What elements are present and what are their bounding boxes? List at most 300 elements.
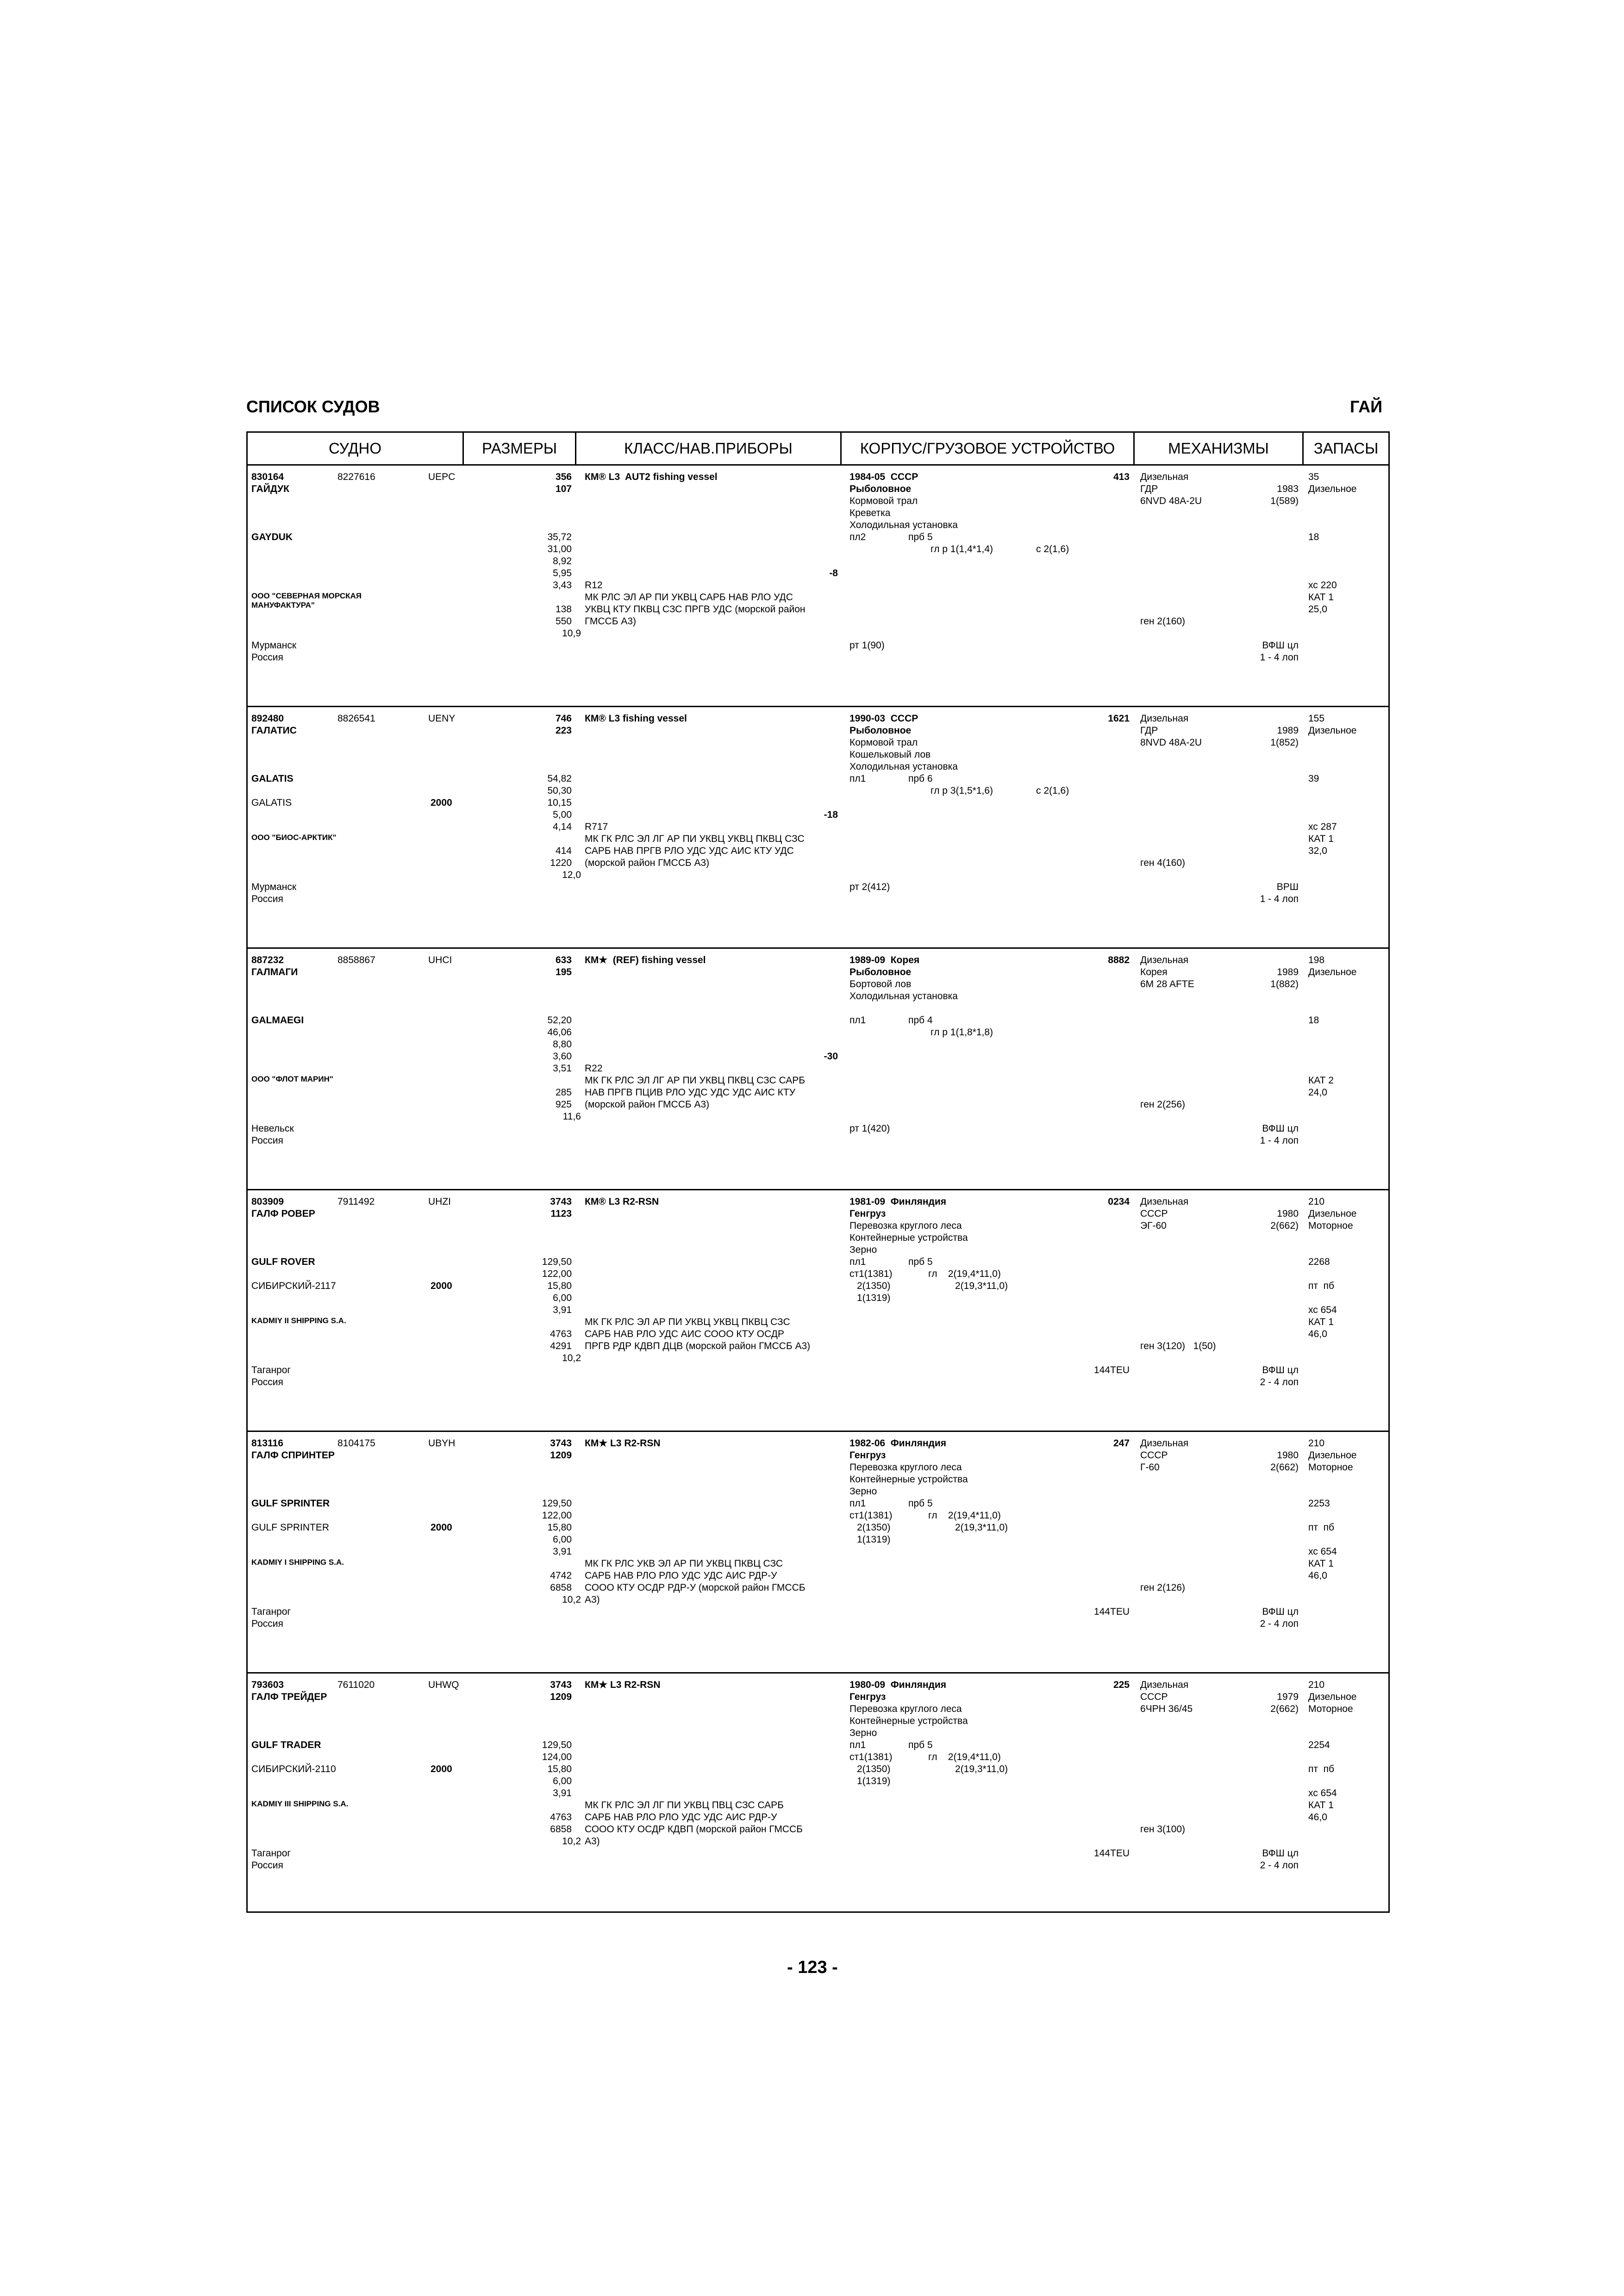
deadweight: 414 [555,846,572,856]
column-header-dimensions: РАЗМЕРЫ [481,440,557,457]
page-section-code: ГАЙ [1350,397,1383,416]
registry-number: 793603 [251,1680,284,1690]
vessel-record [248,1674,1388,1915]
imo-number: 7611020 [337,1680,375,1690]
supply-value: 46,0 [1308,1812,1327,1823]
former-name: GALATIS [251,797,292,808]
crane-spec: 2(19,3*11,0) [955,1764,1008,1774]
engine-year: 1980 [1277,1208,1299,1219]
hatch-code: прб 4 [908,1015,933,1026]
yard-number: 247 [1113,1438,1130,1449]
imo-number: 8227616 [337,472,375,482]
tonnage-net: 195 [555,967,572,977]
deadweight: 4763 [550,1812,572,1823]
call-sign: UBYH [428,1438,456,1449]
supply-value: хс 287 [1308,821,1337,832]
propeller-blades: 1 - 4 лоп [1260,652,1299,663]
vessel-name-lat: GULF SPRINTER [251,1498,330,1509]
supply-value: Дизельное [1308,1450,1357,1461]
former-name-year: 2000 [431,1281,452,1291]
hatch-code: прб 5 [908,532,933,542]
home-port: Мурманск [251,640,297,651]
crane-spec: гл 2(19,4*11,0) [928,1510,1001,1521]
call-sign: UENY [428,713,456,724]
former-name: СИБИРСКИЙ-2110 [251,1764,336,1774]
propeller-type: ВФШ цл [1262,640,1299,651]
propeller-blades: 1 - 4 лоп [1260,1135,1299,1146]
supply-value: хс 654 [1308,1788,1337,1798]
owner-name: ООО "СЕВЕРНАЯ МОРСКАЯ МАНУФАКТУРА" [251,591,362,610]
supply-value: КАТ 1 [1308,834,1334,844]
hull-type: Рыболовное [849,725,912,736]
dimension-value: 31,00 [547,544,572,554]
engine-year: 1983 [1277,484,1299,494]
hull-type: Генгруз [849,1450,886,1461]
class-notation: КМ★ L3 R2-RSN [585,1438,661,1449]
supply-value: Дизельное [1308,484,1357,494]
supply-value: 46,0 [1308,1570,1327,1581]
registry-number: 892480 [251,713,284,724]
home-port: Таганрог [251,1606,291,1617]
hull-line: Холодильная установка [849,761,958,772]
propeller-type: ВФШ цл [1262,1848,1299,1859]
home-port: Таганрог [251,1365,291,1375]
hull-line: Контейнерные устройства [849,1474,968,1485]
propeller-type: ВФШ цл [1262,1606,1299,1617]
hull-line: Креветка [849,508,891,518]
build-info: 1982-06 Финляндия [849,1438,947,1449]
supply-value: 210 [1308,1438,1325,1449]
propeller-type: ВРШ [1276,882,1299,892]
tonnage-gross: 633 [555,955,572,965]
engine-type: Дизельная [1140,713,1189,724]
vessel-name-ru: ГАЛФ ТРЕЙДЕР [251,1692,327,1702]
refrigeration-info: рт 2(412) [849,882,890,892]
vessel-name-ru: ГАЙДУК [251,484,289,494]
yard-number: 225 [1113,1680,1130,1690]
home-port: Невельск [251,1123,294,1134]
speed: 11,6 [562,1111,581,1122]
hull-type: Рыболовное [849,967,912,977]
page-title: СПИСОК СУДОВ [246,397,380,416]
cargo-spec: с 2(1,6) [1036,785,1069,796]
engine-year: 1980 [1277,1450,1299,1461]
dimension-value: 122,00 [542,1269,572,1279]
cargo-spec: с 2(1,6) [1036,544,1069,554]
supply-value: 24,0 [1308,1087,1327,1098]
dimension-value: 54,82 [547,773,572,784]
flag-country: Россия [251,1135,283,1146]
deck-code: пл1 [849,1740,866,1750]
hold-volume: 2(1350) [857,1281,891,1291]
supply-value: 39 [1308,773,1319,784]
refrigeration-info: рт 1(420) [849,1123,890,1134]
dimension-value: 3,51 [553,1063,572,1074]
engine-year: 1989 [1277,967,1299,977]
dimension-value: 122,00 [542,1510,572,1521]
registry-number: 887232 [251,955,284,965]
capacity: 6858 [550,1582,572,1593]
hull-line: Холодильная установка [849,520,958,530]
vessel-name-lat: GULF TRADER [251,1740,321,1750]
gear-spec: гл р 3(1,5*1,6) [931,785,993,796]
hull-line: Перевозка круглого леса [849,1704,962,1714]
owner-name: ООО "ФЛОТ МАРИН" [251,1075,333,1083]
speed: 10,2 [562,1594,581,1605]
call-sign: UHCI [428,955,452,965]
flag-country: Россия [251,1860,283,1871]
dimension-value: 8,92 [553,556,572,566]
hull-line: Зерно [849,1486,877,1497]
vessel-name-lat: GAYDUK [251,532,293,542]
tonnage-net: 1209 [550,1692,572,1702]
dimension-value: 129,50 [542,1257,572,1267]
supply-value: КАТ 1 [1308,1317,1334,1327]
capacity: 6858 [550,1824,572,1835]
supply-value: хс 654 [1308,1305,1337,1315]
supply-value: 210 [1308,1680,1325,1690]
supply-value: 155 [1308,713,1325,724]
container-capacity: 144TEU [1093,1848,1130,1859]
propeller-blades: 2 - 4 лоп [1260,1377,1299,1388]
engine-model: 6NVD 48A-2U [1140,496,1202,506]
call-sign: UEPC [428,472,456,482]
tonnage-gross: 356 [555,472,572,482]
hold-volume: 2(1350) [857,1764,891,1774]
dimension-value: 4,14 [553,821,572,832]
vessel-record [248,949,1388,1190]
gear-spec: гл р 1(1,4*1,4) [931,544,993,554]
tonnage-gross: 3743 [550,1680,572,1690]
class-region-code: R717 [585,821,608,832]
propeller-type: ВФШ цл [1262,1365,1299,1375]
vessel-name-ru: ГАЛАТИС [251,725,297,736]
container-capacity: 144TEU [1093,1606,1130,1617]
column-header-class: КЛАСС/НАВ.ПРИБОРЫ [624,440,793,457]
former-name: GULF SPRINTER [251,1522,330,1533]
hull-line: Бортовой лов [849,979,912,989]
dimension-value: 15,80 [547,1764,572,1774]
capacity: 550 [555,616,572,627]
dimension-value: 129,50 [542,1740,572,1750]
supply-value: Дизельное [1308,725,1357,736]
propeller-blades: 2 - 4 лоп [1260,1860,1299,1871]
hull-type: Генгруз [849,1692,886,1702]
supply-value: хс 654 [1308,1546,1337,1557]
engine-type: Дизельная [1140,472,1189,482]
vessel-record [248,466,1388,707]
engine-country: СССР [1140,1692,1168,1702]
ship-register-table [246,431,1390,1913]
engine-power: 1(852) [1270,737,1299,748]
hold-volume: 1(1319) [857,1534,891,1545]
engine-country: ГДР [1140,484,1158,494]
speed: 10,9 [562,628,581,639]
deadweight: 285 [555,1087,572,1098]
flag-country: Россия [251,1377,283,1388]
registry-number: 803909 [251,1196,284,1207]
call-sign: UHZI [428,1196,451,1207]
supply-value: Дизельное [1308,1208,1357,1219]
engine-model: ЭГ-60 [1140,1220,1167,1231]
hull-line: Зерно [849,1728,877,1738]
supply-value: КАТ 1 [1308,592,1334,603]
engine-model: 6ЧРН 36/45 [1140,1704,1193,1714]
vessel-name-ru: ГАЛФ РОВЕР [251,1208,315,1219]
class-region-code: R12 [585,580,603,591]
freeboard-mark: -30 [824,1051,838,1062]
deck-code: пл1 [849,1015,866,1026]
class-notation: КМ® L3 fishing vessel [585,713,687,724]
hull-line: Кормовой трал [849,496,918,506]
tonnage-net: 1209 [550,1450,572,1461]
engine-type: Дизельная [1140,1196,1189,1207]
engine-country: СССР [1140,1450,1168,1461]
supply-value: 25,0 [1308,604,1327,615]
dimension-value: 129,50 [542,1498,572,1509]
supply-value: 2254 [1308,1740,1330,1750]
flag-country: Россия [251,1618,283,1629]
propeller-type: ВФШ цл [1262,1123,1299,1134]
build-info: 1989-09 Корея [849,955,920,965]
capacity: 1220 [550,858,572,868]
engine-model: 8NVD 48A-2U [1140,737,1202,748]
crane-spec: гл 2(19,4*11,0) [928,1752,1001,1762]
vessel-record [248,707,1388,949]
supply-value: 210 [1308,1196,1325,1207]
dimension-value: 46,06 [547,1027,572,1038]
hull-line: Кошельковый лов [849,749,931,760]
vessel-name-lat: GALMAEGI [251,1015,304,1026]
dimension-value: 3,91 [553,1305,572,1315]
propeller-blades: 1 - 4 лоп [1260,894,1299,904]
tonnage-net: 223 [555,725,572,736]
hold-volume: 1(1319) [857,1776,891,1786]
former-name-year: 2000 [431,1522,452,1533]
engine-model: Г-60 [1140,1462,1160,1473]
dimension-value: 15,80 [547,1281,572,1291]
supply-value: 198 [1308,955,1325,965]
build-info: 1984-05 СССР [849,472,918,482]
deadweight: 4763 [550,1329,572,1339]
flag-country: Россия [251,652,283,663]
former-name-year: 2000 [431,1764,452,1774]
freeboard-mark: -8 [829,568,838,579]
hull-line: Контейнерные устройства [849,1716,968,1726]
dimension-value: 3,91 [553,1546,572,1557]
column-header-vessel: СУДНО [328,440,382,457]
call-sign: UHWQ [428,1680,459,1690]
class-notation: КМ★ L3 R2-RSN [585,1680,661,1690]
engine-country: ГДР [1140,725,1158,736]
hatch-code: прб 5 [908,1740,933,1750]
hull-line: Холодильная установка [849,991,958,1002]
dimension-value: 6,00 [553,1776,572,1786]
deck-code: пл1 [849,1498,866,1509]
engine-power: 1(882) [1270,979,1299,989]
engine-country: Корея [1140,967,1168,977]
capacity: 4291 [550,1341,572,1351]
dimension-value: 8,80 [553,1039,572,1050]
freeboard-mark: -18 [824,809,838,820]
hold-volume: ст1(1381) [849,1752,893,1762]
fuel-tank-types: пт пб [1308,1281,1335,1291]
hold-volume: ст1(1381) [849,1269,893,1279]
nav-equipment: МК ГК РЛС ЭЛ ЛГ АР ПИ УКВЦ УКВЦ ПКВЦ СЗС САРБ НАВ ПРГВ РЛО УДС УДС АИС КТУ УДС (морской район ГМССБ А3) [585,834,805,868]
engine-type: Дизельная [1140,1680,1189,1690]
nav-equipment: МК ГК РЛС ЭЛ АР ПИ УКВЦ УКВЦ ПКВЦ СЗС САРБ НАВ РЛО УДС АИС СООО КТУ ОСДР ПРГВ РДР КДВП ДЦВ (морской район ГМССБ А3) [585,1317,811,1351]
dimension-value: 35,72 [547,532,572,542]
registry-number: 830164 [251,472,284,482]
engine-year: 1979 [1277,1692,1299,1702]
supply-value: 46,0 [1308,1329,1327,1339]
supply-value: Дизельное [1308,967,1357,977]
hold-volume: ст1(1381) [849,1510,893,1521]
supply-value: 2253 [1308,1498,1330,1509]
owner-name: ООО "БИОС-АРКТИК" [251,833,337,842]
dimension-value: 10,15 [547,797,572,808]
supply-value: Моторное [1308,1220,1353,1231]
deadweight: 138 [555,604,572,615]
speed: 12,0 [562,870,581,880]
home-port: Таганрог [251,1848,291,1859]
registry-number: 813116 [251,1438,283,1449]
engine-model: 6M 28 AFTE [1140,979,1194,989]
hull-type: Генгруз [849,1208,886,1219]
class-notation: КМ® L3 AUT2 fishing vessel [585,472,718,482]
dimension-value: 3,91 [553,1788,572,1798]
gear-spec: гл р 1(1,8*1,8) [931,1027,993,1038]
hull-line: Перевозка круглого леса [849,1220,962,1231]
deadweight: 4742 [550,1570,572,1581]
engine-country: СССР [1140,1208,1168,1219]
dimension-value: 15,80 [547,1522,572,1533]
flag-country: Россия [251,894,283,904]
class-region-code: R22 [585,1063,603,1074]
dimension-value: 5,00 [553,809,572,820]
nav-equipment: МК ГК РЛС ЭЛ ЛГ ПИ УКВЦ ПВЦ СЗС САРБ САРБ НАВ РЛО РЛО УДС УДС АИС РДР-У СООО КТУ ОСДР КДВП (морской район ГМССБ А3) [585,1800,803,1847]
nav-equipment: МК ГК РЛС УКВ ЭЛ АР ПИ УКВЦ ПКВЦ СЗС САРБ НАВ РЛО РЛО УДС УДС АИС РДР-У СООО КТУ ОСДР РДР-У (морской район ГМССБ А3) [585,1558,806,1605]
imo-number: 8858867 [337,955,375,965]
dimension-value: 5,95 [553,568,572,579]
vessel-name-ru: ГАЛМАГИ [251,967,298,977]
tonnage-net: 107 [555,484,572,494]
build-info: 1980-09 Финляндия [849,1680,947,1690]
tonnage-gross: 3743 [550,1196,572,1207]
speed: 10,2 [562,1836,581,1847]
former-name-year: 2000 [431,797,452,808]
generator-spec: ген 4(160) [1140,858,1186,868]
hull-line: Перевозка круглого леса [849,1462,962,1473]
dimension-value: 3,60 [553,1051,572,1062]
supply-value: КАТ 1 [1308,1558,1334,1569]
owner-name: KADMIY III SHIPPING S.A. [251,1799,349,1808]
engine-power: 2(662) [1270,1220,1299,1231]
hatch-code: прб 6 [908,773,933,784]
vessel-name-ru: ГАЛФ СПРИНТЕР [251,1450,335,1461]
nav-equipment: МК ГК РЛС ЭЛ ЛГ АР ПИ УКВЦ ПКВЦ СЗС САРБ НАВ ПРГВ ПЦИВ РЛО УДС УДС УДС АИС КТУ (морской район ГМССБ А3) [585,1075,806,1110]
former-name: СИБИРСКИЙ-2117 [251,1281,336,1291]
class-notation: КМ★ (REF) fishing vessel [585,955,706,965]
engine-type: Дизельная [1140,1438,1189,1449]
yard-number: 0234 [1108,1196,1130,1207]
container-capacity: 144TEU [1093,1365,1130,1375]
yard-number: 8882 [1108,955,1130,965]
imo-number: 7911492 [337,1196,375,1207]
dimension-value: 6,00 [553,1534,572,1545]
tonnage-gross: 3743 [550,1438,572,1449]
crane-spec: 2(19,3*11,0) [955,1522,1008,1533]
supply-value: 2268 [1308,1257,1330,1267]
supply-value: хс 220 [1308,580,1337,591]
dimension-value: 3,43 [553,580,572,591]
deck-code: пл1 [849,1257,866,1267]
hull-line: Контейнерные устройства [849,1232,968,1243]
hull-line: Кормовой трал [849,737,918,748]
vessel-record [248,1432,1388,1674]
hatch-code: прб 5 [908,1498,933,1509]
page-number: - 123 - [787,1958,838,1977]
hull-type: Рыболовное [849,484,912,494]
build-info: 1990-03 СССР [849,713,918,724]
column-header-row [248,433,1388,466]
supply-value: КАТ 1 [1308,1800,1334,1811]
column-header-supplies: ЗАПАСЫ [1313,440,1379,457]
fuel-tank-types: пт пб [1308,1522,1335,1533]
crane-spec: 2(19,3*11,0) [955,1281,1008,1291]
hold-volume: 2(1350) [857,1522,891,1533]
hull-line: Зерно [849,1244,877,1255]
deck-code: пл2 [849,532,866,542]
hold-volume: 1(1319) [857,1293,891,1303]
class-notation: КМ® L3 R2-RSN [585,1196,659,1207]
tonnage-net: 1123 [550,1208,572,1219]
imo-number: 8104175 [337,1438,375,1449]
generator-spec: ген 2(256) [1140,1099,1186,1110]
propeller-blades: 2 - 4 лоп [1260,1618,1299,1629]
crane-spec: гл 2(19,4*11,0) [928,1269,1001,1279]
supply-value: 18 [1308,532,1319,542]
yard-number: 413 [1113,472,1130,482]
supply-value: КАТ 2 [1308,1075,1334,1086]
hatch-code: прб 5 [908,1257,933,1267]
supply-value: Дизельное [1308,1692,1357,1702]
home-port: Мурманск [251,882,297,892]
tonnage-gross: 746 [555,713,572,724]
engine-power: 1(589) [1270,496,1299,506]
engine-power: 2(662) [1270,1462,1299,1473]
refrigeration-info: рт 1(90) [849,640,885,651]
generator-spec: ген 3(100) [1140,1824,1186,1835]
owner-name: KADMIY II SHIPPING S.A. [251,1316,346,1325]
dimension-value: 50,30 [547,785,572,796]
supply-value: Моторное [1308,1704,1353,1714]
vessel-name-lat: GULF ROVER [251,1257,315,1267]
owner-name: KADMIY I SHIPPING S.A. [251,1558,344,1567]
build-info: 1981-09 Финляндия [849,1196,947,1207]
engine-type: Дизельная [1140,955,1189,965]
vessel-record [248,1190,1388,1432]
fuel-tank-types: пт пб [1308,1764,1335,1774]
imo-number: 8826541 [337,713,375,724]
deck-code: пл1 [849,773,866,784]
capacity: 925 [555,1099,572,1110]
vessel-name-lat: GALATIS [251,773,294,784]
column-header-hull: КОРПУС/ГРУЗОВОЕ УСТРОЙСТВО [860,440,1115,457]
generator-spec: ген 2(160) [1140,616,1186,627]
generator-spec: ген 3(120) 1(50) [1140,1341,1216,1351]
nav-equipment: МК РЛС ЭЛ АР ПИ УКВЦ САРБ НАВ РЛО УДС УКВЦ КТУ ПКВЦ СЗС ПРГВ УДС (морской район ГМССБ А3) [585,592,806,627]
